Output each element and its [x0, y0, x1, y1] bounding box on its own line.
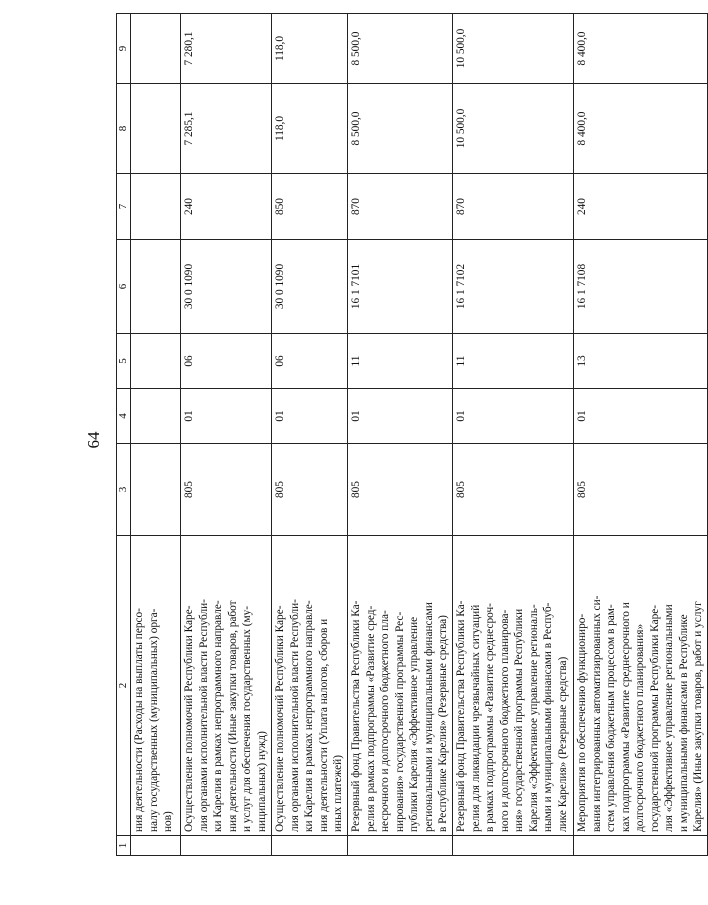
cell-section: 01 [574, 389, 708, 444]
cell-expense-type: 850 [272, 174, 348, 240]
cell-ministry-code [131, 444, 181, 536]
cell-amount-year1: 10 500,0 [453, 84, 574, 174]
cell-amount-year1: 118,0 [272, 84, 348, 174]
header-row [117, 14, 131, 856]
cell-target-article [131, 240, 181, 334]
cell-ministry-code: 805 [574, 444, 708, 536]
cell-expense-type [131, 174, 181, 240]
cell-ministry-code: 805 [348, 444, 453, 536]
table-row [272, 14, 348, 856]
header-cell: 3 [117, 444, 131, 536]
row-description: Осуществление полномочий Республики Каре- лия органами исполнительной власти Республи- ки Карелия в рамках непрограммного направле- ния деятельности (Уплата налогов, сборов и иных платежей) [272, 536, 348, 836]
header-cell: 8 [117, 84, 131, 174]
row-index-cell [574, 836, 708, 856]
row-description: ния деятельности (Расходы на выплаты персо- налу государственных (муниципальных) орга- нов) [131, 536, 181, 836]
row-description: Резервный фонд Правительства Республики Ка- релия для ликвидации чрезвычайных ситуаций в рамках подпрограммы «Развитие среднесроч- ного и долгосрочного бюджетного планирова- ния» государственной программы Республики Карелия «Эффективное управление региональ- ными и муниципальными финансами в Респуб- лике Карелия» (Резервные средства) [453, 536, 574, 836]
cell-section: 01 [272, 389, 348, 444]
cell-amount-year1: 8 500,0 [348, 84, 453, 174]
cell-expense-type: 870 [348, 174, 453, 240]
cell-expense-type: 240 [574, 174, 708, 240]
cell-target-article: 16 1 7102 [453, 240, 574, 334]
table-row [131, 14, 181, 856]
cell-amount-year2: 10 500,0 [453, 14, 574, 84]
table-row [348, 14, 453, 856]
row-description: Резервный фонд Правительства Республики Ка- релия в рамках подпрограммы «Развитие сред- несрочного и долгосрочного бюджетного пла- нирования» государственной программы Рес- публики Карелия «Эффективное управление региональными и муниципальными финансами в Республике Карелия» (Резервные средства) [348, 536, 453, 836]
cell-amount-year2 [131, 14, 181, 84]
cell-amount-year1 [131, 84, 181, 174]
cell-subsection: 11 [453, 334, 574, 389]
cell-ministry-code: 805 [453, 444, 574, 536]
table-row [453, 14, 574, 856]
budget-table [116, 13, 708, 856]
cell-subsection: 06 [181, 334, 272, 389]
row-index-cell [131, 836, 181, 856]
table-row [574, 14, 708, 856]
cell-subsection: 13 [574, 334, 708, 389]
rotated-page [46, 10, 704, 870]
row-index-cell [348, 836, 453, 856]
cell-amount-year1: 7 285,1 [181, 84, 272, 174]
cell-amount-year2: 7 280,1 [181, 14, 272, 84]
cell-subsection: 11 [348, 334, 453, 389]
cell-target-article: 30 0 1090 [272, 240, 348, 334]
cell-amount-year2: 8 500,0 [348, 14, 453, 84]
cell-ministry-code: 805 [181, 444, 272, 536]
cell-subsection [131, 334, 181, 389]
cell-target-article: 16 1 7101 [348, 240, 453, 334]
header-cell: 2 [117, 536, 131, 836]
header-cell: 9 [117, 14, 131, 84]
header-cell: 4 [117, 389, 131, 444]
cell-section [131, 389, 181, 444]
header-cell: 6 [117, 240, 131, 334]
row-index-cell [272, 836, 348, 856]
header-cell: 1 [117, 836, 131, 856]
cell-expense-type: 870 [453, 174, 574, 240]
cell-target-article: 16 1 7108 [574, 240, 708, 334]
header-cell: 7 [117, 174, 131, 240]
row-index-cell [453, 836, 574, 856]
cell-subsection: 06 [272, 334, 348, 389]
cell-ministry-code: 805 [272, 444, 348, 536]
page-number: 64 [84, 431, 103, 449]
table-row [181, 14, 272, 856]
row-description: Осуществление полномочий Республики Каре- лия органами исполнительной власти Республи- ки Карелия в рамках непрограммного направле- ния деятельности (Иные закупки товаров, работ и услуг для обеспечения государственных (му- ниципальных) нужд) [181, 536, 272, 836]
cell-section: 01 [453, 389, 574, 444]
row-description: Мероприятия по обеспечению функциониро- вания интегрированных автоматизированных си- стем управления бюджетным процессом в рам- ках подпрограммы «Развитие среднесрочного и долгосрочного бюджетного планирования» государственной программы Республики Каре- лия «Эффективное управление региональными и муниципальными финансами в Республике Карелия» (Иные закупки товаров, работ и услуг [574, 536, 708, 836]
cell-amount-year2: 118,0 [272, 14, 348, 84]
cell-section: 01 [181, 389, 272, 444]
cell-amount-year2: 8 400,0 [574, 14, 708, 84]
cell-expense-type: 240 [181, 174, 272, 240]
row-index-cell [181, 836, 272, 856]
cell-target-article: 30 0 1090 [181, 240, 272, 334]
cell-section: 01 [348, 389, 453, 444]
cell-amount-year1: 8 400,0 [574, 84, 708, 174]
header-cell: 5 [117, 334, 131, 389]
